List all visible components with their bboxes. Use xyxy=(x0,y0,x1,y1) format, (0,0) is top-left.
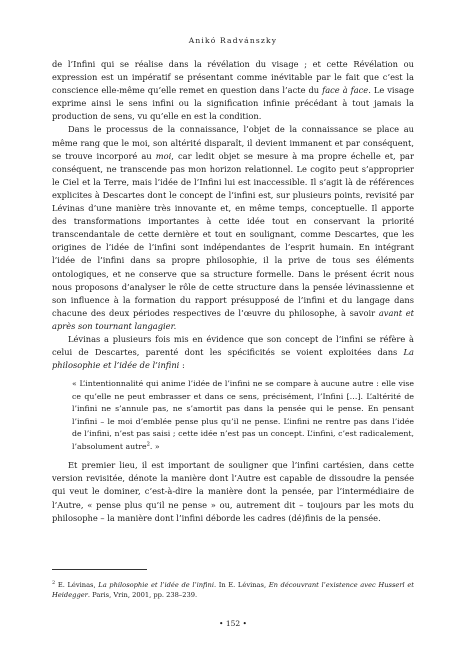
quote-text: « L’intentionnalité qui anime l’idée de l’infini ne se compare à aucune autre : elle vise ce qu’elle ne peut embrasser et dans ce sens, précisément, l’Infini […]. L’altérité de l’infini ne s’annule pas, ne s’amortit pas dans la pensée qui le pense. En pensant l’infini – le moi d’emblée pense plus qu’il ne pense. L’infini ne rentre pas dans l’idée de l’infini, n’est pas saisi ; cette idée n’est pas un concept. L’infini, c’est radicalement, l’absolument autre xyxy=(72,379,414,451)
paragraph-4: Et premier lieu, il est important de souligner que l’infini cartésien, dans cette version revisitée, dénote la manière dont l’Autre est capable de dissoudre la pensée qui veut le dominer, c’est-à-dire la manière dont la pensée, par l’intermédiaire de l’Autre, « pense plus qu’il ne pense » ou, autrement dit – toujours par les mots du philosophe – la manière dont l’infini déborde les cadres (dé)finis de la pensée. xyxy=(52,460,414,523)
p1-emphasis: face à face xyxy=(322,85,369,96)
paragraph-2 xyxy=(52,123,414,333)
p2-text-a: Dans le processus de la connaissance, l’objet de la connaissance se place au même rang que le moi, son altérité disparaît, il devient immanent et par conséquent, se trouve incorporé au xyxy=(52,124,414,161)
page-number: • 152 • xyxy=(219,619,247,628)
footnote-number: 2 xyxy=(52,580,56,586)
p3-text-b: : xyxy=(179,360,185,371)
p2-emphasis-end: avant et après son tournant langagier. xyxy=(52,307,415,331)
running-head: Anikó Radvánszky xyxy=(188,36,278,45)
footnote-text-b: . In E. Lévinas, xyxy=(213,581,269,590)
footnote-text-c: . Paris, Vrin, 2001, pp. 238–239. xyxy=(87,591,198,600)
paragraph-1 xyxy=(52,58,414,123)
block-quote xyxy=(72,378,414,453)
p3-book-title: La philosophie et l’idée de l’infini xyxy=(52,347,414,371)
footnote xyxy=(52,578,414,600)
p2-text-b: , car ledit objet se mesure à ma propre échelle et, par conséquent, ne transcende pas mon horizon relationnel. Le cogito peut s’approprier le Ciel et la Terre, mais l’idée de l’Infini lui est inaccessible. Il s’agit là de références explicites à Descartes dont le concept de l’infini est, sur plusieurs points, revisité par Lévinas d’une manière très innovante et, en même temps, conceptuelle. Il apporte des transformations importantes à cette idée tout en conservant la priorité transcendantale de cette dernière et tout en soulignant, comme Descartes, que les origines de l’idée de l’infini sont indépendantes de l’esprit humain. En intégrant l’idée de l’infini dans sa propre philosophie, il la prive de tous ses éléments ontologiques, et ne conserve que sa structure formelle. Dans le présent écrit nous nous proposons d’analyser le rôle de cette structure dans la pensée lévinassienne et son influence à la formation du rapport présupposé de l’infini et du langage dans chacune des deux périodes respectives de l’œuvre du philosophe, à savoir xyxy=(52,150,414,318)
footnote-title-1: La philosophie et l’idée de l’infini xyxy=(98,581,214,590)
footnote-ref[interactable]: 2 xyxy=(146,441,150,448)
p3-text-a: Lévinas a plusieurs fois mis en évidence que son concept de l’infini se réfère à celui de Descartes, parenté dont les spécificités se voient exploitées dans xyxy=(52,333,414,358)
footnote-divider xyxy=(52,569,147,570)
p1-text-b: . Le visage exprime ainsi le sens infini ou la signification infinie précédant à tout jamais la production de sens, vu qu’elle en est la condition. xyxy=(52,85,414,122)
p1-text-a: de l’Infini qui se réalise dans la révélation du visage ; et cette Révélation ou expression est un impératif se présentant comme inévitable par le fait que c’est la conscience elle-même qu’elle remet en question dans l’acte du xyxy=(52,59,414,96)
footnote-title-2: En découvrant l’existence avec Husserl et Heidegger xyxy=(52,581,414,600)
paragraph-3 xyxy=(52,333,414,372)
quote-end: . » xyxy=(149,441,160,451)
footnote-text-a: E. Lévinas, xyxy=(55,581,99,590)
p2-emphasis-moi: moi xyxy=(155,150,172,161)
body-text xyxy=(52,58,414,525)
